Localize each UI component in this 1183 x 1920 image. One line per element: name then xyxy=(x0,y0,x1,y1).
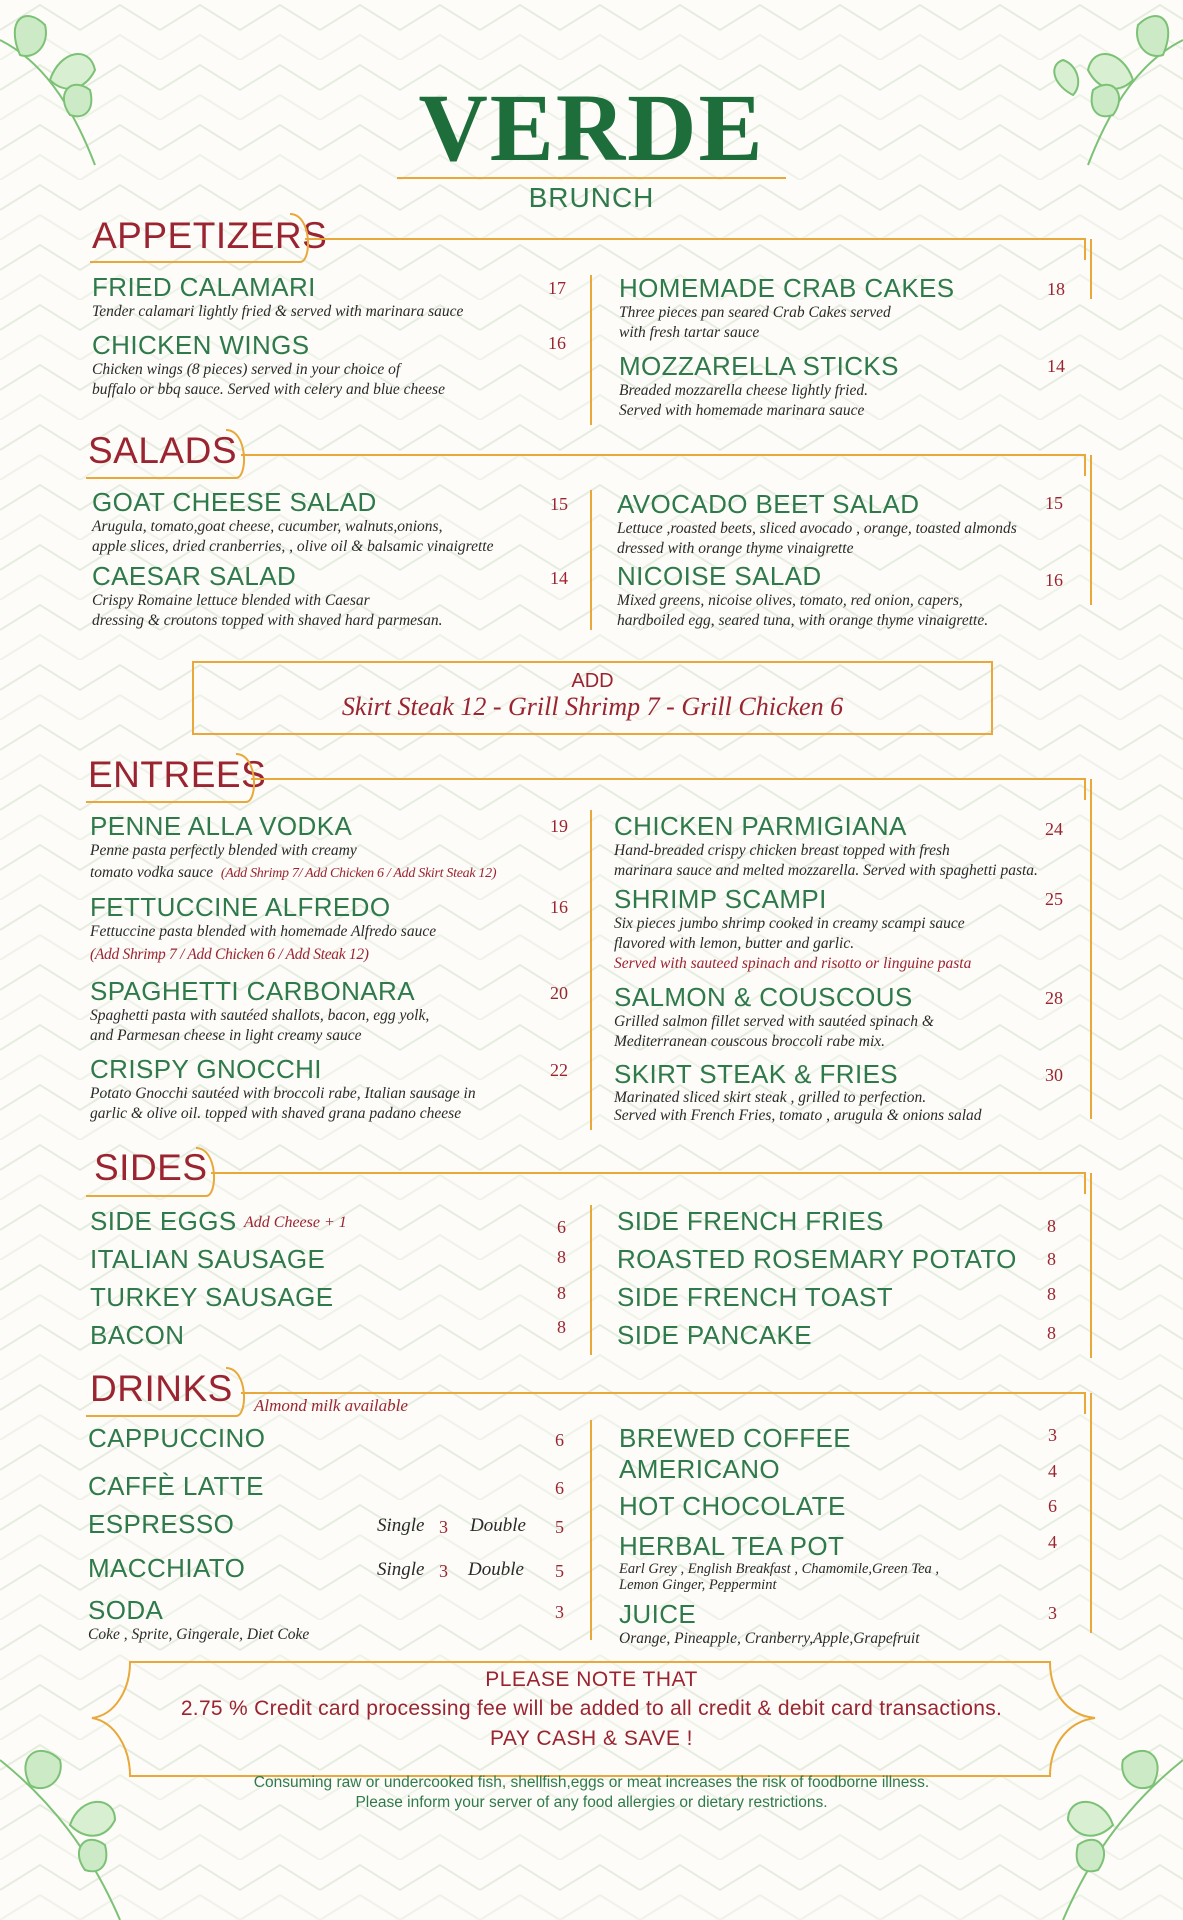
menu-item xyxy=(90,1054,570,1124)
menu-item xyxy=(619,1454,780,1484)
item-name: ROASTED ROSEMARY POTATO xyxy=(617,1244,1017,1274)
item-name: MOZZARELLA STICKS xyxy=(619,351,899,381)
item-name: SALMON & COUSCOUS xyxy=(614,982,913,1012)
menu-item xyxy=(88,1595,309,1645)
item-name: SHRIMP SCAMPI xyxy=(614,884,827,914)
item-name: HERBAL TEA POT xyxy=(619,1531,845,1561)
menu-item xyxy=(614,982,1094,1052)
menu-item xyxy=(88,1509,234,1539)
item-name: BACON xyxy=(90,1320,185,1350)
item-name: CHICKEN PARMIGIANA xyxy=(614,811,907,841)
menu-item xyxy=(619,351,1059,421)
section-title-appetizers: APPETIZERS xyxy=(92,215,328,256)
fee-notice-cta: PAY CASH & SAVE ! xyxy=(489,1727,694,1750)
item-price: 8 xyxy=(557,1247,566,1267)
section-header-frame xyxy=(86,1146,1100,1198)
menu-item xyxy=(88,1423,265,1453)
item-name: SPAGHETTI CARBONARA xyxy=(90,976,415,1006)
section-border xyxy=(1090,455,1092,605)
section-border xyxy=(1090,1173,1092,1358)
item-name: ESPRESSO xyxy=(88,1509,235,1539)
item-price: 8 xyxy=(557,1317,566,1337)
item-name: HOT CHOCOLATE xyxy=(619,1491,846,1521)
single-price: 3 xyxy=(439,1517,448,1537)
section-title-sides: SIDES xyxy=(94,1147,208,1188)
item-description: Tender calamari lightly fried & served with marinara sauce xyxy=(92,303,464,320)
menu-item xyxy=(90,976,570,1046)
double-label: Double xyxy=(470,1515,526,1536)
item-price: 14 xyxy=(1047,356,1065,376)
item-description: Orange, Pineapple, Cranberry,Apple,Grapefruit xyxy=(619,1630,920,1647)
menu-item xyxy=(619,1599,1039,1649)
item-price: 15 xyxy=(550,494,568,514)
item-name: ITALIAN SAUSAGE xyxy=(90,1244,326,1274)
item-price: 20 xyxy=(550,983,568,1003)
menu-item xyxy=(88,1471,264,1501)
item-name: NICOISE SALAD xyxy=(617,561,822,591)
single-label: Single xyxy=(377,1515,425,1536)
item-name: CAESAR SALAD xyxy=(92,561,297,591)
item-description: Spaghetti pasta with sautéed shallots, bacon, egg yolk, and Parmesan cheese in light creamy sauce xyxy=(90,1007,430,1044)
item-name: SKIRT STEAK & FRIES xyxy=(614,1059,899,1089)
menu-item xyxy=(617,489,1087,559)
menu-item xyxy=(92,561,562,631)
item-name: SIDE PANCAKE xyxy=(617,1320,813,1350)
menu-item xyxy=(619,1491,846,1521)
section-title-drinks: DRINKS xyxy=(90,1368,233,1409)
item-price: 16 xyxy=(548,333,566,353)
item-price: 8 xyxy=(1047,1284,1056,1304)
item-price: 4 xyxy=(1048,1461,1057,1481)
brand-underline xyxy=(397,177,786,179)
item-name: SIDE FRENCH FRIES xyxy=(617,1206,884,1236)
item-price: 19 xyxy=(550,816,568,836)
item-name: AMERICANO xyxy=(619,1454,781,1484)
column-divider xyxy=(590,1205,592,1355)
column-divider xyxy=(590,810,592,1130)
add-cheese-note: Add Cheese + 1 xyxy=(244,1214,347,1231)
item-name: JUICE xyxy=(619,1599,697,1629)
item-price: 25 xyxy=(1045,889,1063,909)
item-price: 8 xyxy=(1047,1249,1056,1269)
item-price: 6 xyxy=(1048,1496,1057,1516)
menu-item xyxy=(617,1244,1017,1274)
item-description: Mixed greens, nicoise olives, tomato, red onion, capers, hardboiled egg, seared tuna, with orange thyme vinaigrette. xyxy=(617,592,989,629)
item-price: 14 xyxy=(550,568,568,588)
item-name: PENNE ALLA VODKA xyxy=(90,811,353,841)
item-price: 6 xyxy=(555,1478,564,1498)
menu-item xyxy=(614,884,1094,974)
menu-item xyxy=(617,1320,812,1350)
item-price: 6 xyxy=(557,1217,566,1237)
item-price: 30 xyxy=(1045,1065,1063,1085)
item-description: Crispy Romaine lettuce blended with Caesar dressing & croutons topped with shaved hard parmesan. xyxy=(92,592,443,629)
item-description: Arugula, tomato,goat cheese, cucumber, walnuts,onions, apple slices, dried cranberries, , olive oil & balsamic vinaigrette xyxy=(92,518,494,555)
item-addon-note: (Add Shrimp 7 / Add Chicken 6 / Add Steak 12) xyxy=(90,946,369,963)
item-price: 3 xyxy=(1048,1425,1057,1445)
item-description: Fettuccine pasta blended with homemade Alfredo sauce xyxy=(90,923,437,940)
allergy-notice: Please inform your server of any food allergies or dietary restrictions. xyxy=(355,1794,828,1811)
item-price: 28 xyxy=(1045,988,1063,1008)
double-label: Double xyxy=(468,1559,524,1580)
menu-item xyxy=(92,487,562,557)
item-description-line2 xyxy=(90,861,570,886)
item-price: 8 xyxy=(1047,1323,1056,1343)
brand-title: VERDE xyxy=(418,74,765,181)
item-price: 18 xyxy=(1047,279,1065,299)
item-name: CAFFÈ LATTE xyxy=(88,1471,264,1501)
item-name: SIDE FRENCH TOAST xyxy=(617,1282,893,1312)
menu-item xyxy=(88,1553,245,1583)
section-border xyxy=(1090,239,1092,299)
item-name: SODA xyxy=(88,1595,164,1625)
item-description: Hand-breaded crispy chicken breast topped with fresh marinara sauce and melted mozzarella. Served with spaghetti pasta. xyxy=(614,842,1038,879)
single-price: 3 xyxy=(439,1561,448,1581)
fee-notice-heading: PLEASE NOTE THAT xyxy=(485,1668,698,1691)
item-name: GOAT CHEESE SALAD xyxy=(92,487,377,517)
section-header-frame xyxy=(86,1366,1100,1418)
item-description: Coke , Sprite, Gingerale, Diet Coke xyxy=(88,1626,310,1643)
item-price: 3 xyxy=(555,1602,564,1622)
item-price: 4 xyxy=(1048,1532,1057,1552)
item-name: MACCHIATO xyxy=(88,1553,246,1583)
item-description: Breaded mozzarella cheese lightly fried. Served with homemade marinara sauce xyxy=(619,382,868,419)
item-addon-note: Served with sauteed spinach and risotto or linguine pasta xyxy=(614,955,972,972)
menu-item xyxy=(617,561,1087,631)
item-description: Earl Grey , English Breakfast , Chamomile,Green Tea , Lemon Ginger, Peppermint xyxy=(619,1561,940,1593)
item-price: 5 xyxy=(555,1517,564,1537)
item-name: TURKEY SAUSAGE xyxy=(90,1282,334,1312)
item-price: 8 xyxy=(557,1283,566,1303)
menu-item xyxy=(90,811,570,886)
item-price: 24 xyxy=(1045,819,1063,839)
menu-item xyxy=(617,1206,884,1236)
menu-item xyxy=(92,330,562,400)
item-price: 8 xyxy=(1047,1216,1056,1236)
food-safety-warning: Consuming raw or undercooked fish, shellfish,eggs or meat increases the risk of foodborne illness. xyxy=(253,1774,930,1791)
item-description: Penne pasta perfectly blended with creamy xyxy=(90,842,357,859)
column-divider xyxy=(590,275,592,425)
item-name: HOMEMADE CRAB CAKES xyxy=(619,273,955,303)
item-name: SIDE EGGS xyxy=(90,1206,237,1236)
item-price: 6 xyxy=(555,1430,564,1450)
item-price: 5 xyxy=(555,1561,564,1581)
item-name: CHICKEN WINGS xyxy=(92,330,310,360)
item-price: 22 xyxy=(550,1060,568,1080)
item-description: Three pieces pan seared Crab Cakes served with fresh tartar sauce xyxy=(619,304,891,341)
menu-item xyxy=(90,1244,325,1274)
item-price: 16 xyxy=(1045,570,1063,590)
almond-milk-note: Almond milk available xyxy=(254,1396,408,1415)
section-title-entrees: ENTREES xyxy=(88,754,267,795)
menu-item xyxy=(614,811,1094,881)
add-label: ADD xyxy=(571,670,614,692)
menu-item xyxy=(617,1282,893,1312)
section-header-frame xyxy=(86,752,1100,804)
column-divider xyxy=(590,1420,592,1640)
item-description: tomato vodka sauce xyxy=(90,864,214,881)
item-addon-note: (Add Shrimp 7/ Add Chicken 6 / Add Skirt Steak 12) xyxy=(220,866,497,881)
menu-item xyxy=(90,1320,184,1350)
item-description: Lettuce ,roasted beets, sliced avocado , orange, toasted almonds dressed with orange thyme vinaigrette xyxy=(617,520,1017,557)
item-description: Six pieces jumbo shrimp cooked in creamy scampi sauce flavored with lemon, butter and garlic. xyxy=(614,915,965,952)
item-name: AVOCADO BEET SALAD xyxy=(617,489,920,519)
item-name: BREWED COFFEE xyxy=(619,1423,851,1453)
item-price: 17 xyxy=(548,278,566,298)
section-title-salads: SALADS xyxy=(88,430,238,471)
menu-item xyxy=(90,892,570,968)
item-description: Potato Gnocchi sautéed with broccoli rabe, Italian sausage in garlic & olive oil. topped with shaved grana padano cheese xyxy=(90,1085,476,1122)
item-price: 16 xyxy=(550,897,568,917)
section-header-frame xyxy=(86,428,1100,480)
menu-item xyxy=(92,272,562,322)
item-price: 15 xyxy=(1045,493,1063,513)
item-description: Chicken wings (8 pieces) served in your choice of buffalo or bbq sauce. Served with celery and blue cheese xyxy=(92,361,445,398)
menu-item xyxy=(90,1206,237,1236)
section-header-frame xyxy=(90,212,1100,264)
menu-subtitle: BRUNCH xyxy=(528,182,655,213)
item-price: 3 xyxy=(1048,1603,1057,1623)
add-options: Skirt Steak 12 - Grill Shrimp 7 - Grill Chicken 6 xyxy=(341,692,844,721)
menu-item xyxy=(619,1531,1039,1593)
single-label: Single xyxy=(377,1559,425,1580)
item-name: CRISPY GNOCCHI xyxy=(90,1054,322,1084)
menu-item xyxy=(619,1423,851,1453)
column-divider xyxy=(590,490,592,630)
menu-item xyxy=(619,273,1059,343)
item-name: FETTUCCINE ALFREDO xyxy=(90,892,391,922)
item-name: CAPPUCCINO xyxy=(88,1423,266,1453)
item-description: Marinated sliced skirt steak , grilled to perfection. Served with French Fries, tomato , arugula & onions salad xyxy=(614,1089,982,1124)
menu-item xyxy=(614,1059,1094,1125)
item-description: Grilled salmon fillet served with sautéed spinach & Mediterranean couscous broccoli rabe mix. xyxy=(614,1013,934,1050)
menu-item xyxy=(90,1282,334,1312)
section-border xyxy=(1090,1393,1092,1633)
item-name: FRIED CALAMARI xyxy=(92,272,316,302)
fee-notice-text: 2.75 % Credit card processing fee will be added to all credit & debit card transactions. xyxy=(180,1697,1003,1720)
